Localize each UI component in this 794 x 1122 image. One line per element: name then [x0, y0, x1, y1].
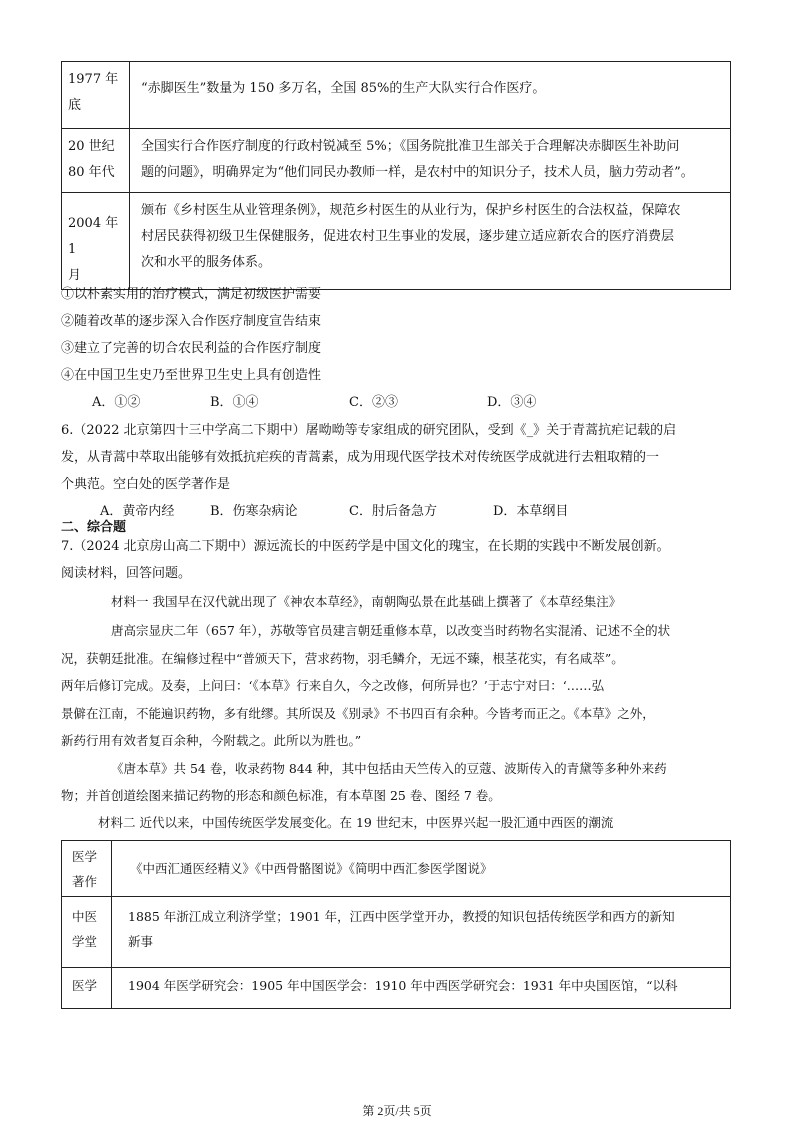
row-content-line: 新事	[128, 934, 154, 949]
row-label-line: 月	[68, 268, 82, 283]
table-row	[62, 841, 731, 897]
row-content-line: 次和水平的服务体系。	[141, 255, 272, 270]
table-row	[62, 129, 731, 193]
q7-stem-line: 阅读材料，回答问题。	[61, 566, 192, 581]
material-line: 况，获朝廷批准。在编修过程中“普颁天下，营求药物，羽毛鳞介，无远不臻，根茎花实，有名咸萃”。	[61, 651, 624, 666]
table-modern-tcm	[61, 840, 731, 1009]
row-content-line: “赤脚医生”数量为 150 多万名，全国 85%的生产大队实行合作医疗。	[141, 81, 546, 96]
row-content-cell	[112, 841, 731, 897]
material-line: 《唐本草》共 54 卷，收录药物 844 种，其中包括由天竺传入的豆蔻、波斯传入的青黛等多种外来药	[111, 761, 667, 776]
row-label-cell	[62, 897, 112, 968]
row-label-line: 著作	[72, 874, 98, 889]
table-rural-medical-history	[61, 61, 731, 290]
row-label-line: 医学	[72, 978, 98, 993]
row-content-cell	[112, 897, 731, 968]
material-line: 材料二 近代以来，中国传统医学发展变化。在 19 世纪末，中医界兴起一股汇通中西医的潮流	[98, 815, 614, 830]
row-content-line: 《中西汇通医经精义》《中西骨骼图说》《简明中西汇参医学图说》	[130, 861, 493, 876]
statement-2: ②随着改革的逐步深入合作医疗制度宣告结束	[61, 314, 322, 329]
material-line: 两年后修订完成。及奏，上问曰：‘《本草》行来自久，今之改修，何所异也？’于志宁对曰：‘……弘	[61, 678, 605, 693]
row-label-line: 医学	[72, 849, 98, 864]
row-label-line: 2004 年 1	[68, 216, 119, 257]
row-label-line: 80 年代	[68, 165, 115, 180]
row-label-line: 中医	[72, 909, 98, 924]
row-label-line: 20 世纪	[68, 139, 115, 154]
material-line: 唐高宗显庆二年（657 年），苏敬等官员建言朝廷重修本草，以改变当时药物名实混淆、记述不全的状	[111, 623, 671, 638]
row-label-cell	[62, 62, 130, 129]
q6-option-d: D．本草纲目	[493, 504, 569, 519]
row-content-line: 颁布《乡村医生从业管理条例》，规范乡村医生的从业行为，保护乡村医生的合法权益，保障农	[141, 203, 681, 218]
statement-4: ④在中国卫生史乃至世界卫生史上具有创造性	[61, 368, 322, 383]
page-number: 第 2页/共 5页	[362, 1104, 432, 1118]
q5-option-b: B．①④	[210, 395, 259, 410]
q5-option-a: A．①②	[92, 395, 141, 410]
row-content-line: 村居民获得初级卫生保健服务，促进农村卫生事业的发展，逐步建立适应新农合的医疗消费层	[141, 229, 675, 244]
material-line: 物；并首创道绘图来描记药物的形态和颜色标准，有本草图 25 卷、图经 7 卷。	[61, 788, 501, 803]
q5-option-d: D．③④	[487, 395, 537, 410]
row-content-cell	[130, 129, 731, 193]
q5-option-c: C．②③	[349, 395, 398, 410]
table-row	[62, 193, 731, 290]
row-label-cell	[62, 968, 112, 1009]
material-line: 材料一 我国早在汉代就出现了《神农本草经》，南朝陶弘景在此基础上撰著了《本草经集注》	[111, 594, 622, 609]
q6-option-b: B．伤寒杂病论	[210, 504, 298, 519]
q6-stem-line: 个典范。空白处的医学著作是	[61, 477, 231, 492]
row-content-line: 1885 年浙江成立利济学堂；1901 年，江西中医学堂开办，教授的知识包括传统医学和西方的新知	[128, 909, 675, 924]
q6-stem-line: 6.（2022 北京第四十三中学高二下期中）屠呦呦等专家组成的研究团队，受到《_》关于青蒿抗疟记载的启	[61, 423, 677, 438]
row-content-cell	[130, 62, 731, 129]
row-content-cell	[112, 968, 731, 1009]
statement-3: ③建立了完善的切合农民利益的合作医疗制度	[61, 341, 322, 356]
material-line: 景僻在江南，不能遍识药物，多有纰缪。其所误及《别录》不书四百有余种。今皆考而正之。《本草》之外，	[61, 706, 655, 721]
row-label-line: 学堂	[72, 934, 98, 949]
q6-stem-line: 发，从青蒿中萃取出能够有效抵抗疟疾的青蒿素，成为用现代医学技术对传统医学成就进行去粗取精的一	[61, 450, 660, 465]
section-title: 二、综合题	[61, 520, 127, 535]
row-content-line: 题的问题》，明确界定为“他们同民办教师一样，是农村中的知识分子，技术人员，脑力劳动者”。	[141, 165, 694, 180]
q6-option-c: C．肘后备急方	[349, 504, 437, 519]
material-line: 新药行用有效者复百余种，今附载之。此所以为胜也。”	[61, 733, 362, 748]
row-label-line: 1977 年	[68, 72, 119, 87]
table-row	[62, 968, 731, 1009]
row-label-cell	[62, 129, 130, 193]
q7-stem-line: 7.（2024 北京房山高二下期中）源远流长的中医药学是中国文化的瑰宝，在长期的实践中不断发展创新。	[61, 539, 670, 554]
table-row	[62, 62, 731, 129]
table-row	[62, 897, 731, 968]
row-label-line: 底	[68, 98, 82, 113]
row-content-line: 全国实行合作医疗制度的行政村锐减至 5%；《国务院批准卫生部关于合理解决赤脚医生补助问	[141, 139, 680, 154]
row-content-line: 1904 年医学研究会：1905 年中国医学会：1910 年中西医学研究会：1931 年中央国医馆，“以科	[128, 978, 678, 993]
row-label-cell	[62, 193, 130, 290]
statement-1: ①以朴素实用的治疗模式，满足初级医护需要	[61, 287, 322, 302]
q6-option-a: A．黄帝内经	[100, 504, 175, 519]
row-label-cell	[62, 841, 112, 897]
row-content-cell	[130, 193, 731, 290]
